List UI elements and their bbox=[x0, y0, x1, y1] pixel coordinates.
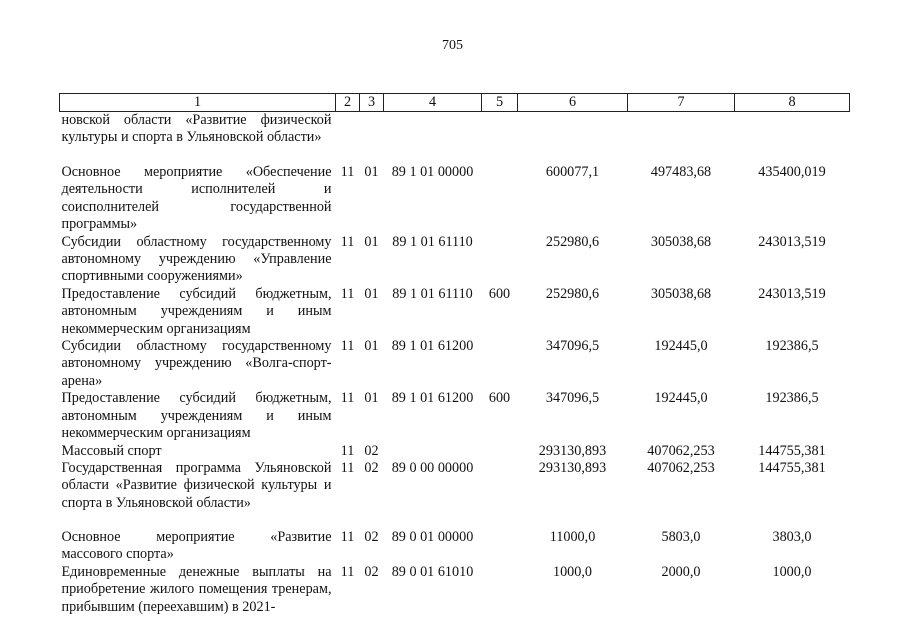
table-header bbox=[60, 94, 850, 112]
amount-col-7: 2000,0 bbox=[661, 563, 701, 580]
target-article-code bbox=[384, 112, 482, 165]
expense-type-code: 600 bbox=[488, 285, 511, 302]
section-code: 11 bbox=[340, 285, 355, 302]
amount-col-8: 243013,519 bbox=[758, 285, 826, 302]
amount-col-7: 305038,68 bbox=[650, 233, 712, 250]
row-description: Субсидии областному государственному автономному учреждению «Управление спортивными сооружениями» bbox=[61, 233, 332, 285]
amount-col-8: 1000,0 bbox=[772, 563, 812, 580]
subsection-code: 02 bbox=[364, 442, 379, 459]
amount-col-7: 192445,0 bbox=[654, 338, 708, 355]
expense-type-code bbox=[482, 234, 518, 286]
subsection-code: 01 bbox=[364, 390, 379, 407]
amount-col-6: 347096,5 bbox=[545, 338, 600, 355]
row-description: Единовременные денежные выплаты на приобретение жилого помещения тренерам, прибывшим (переехавшим) в 2021- bbox=[61, 563, 332, 615]
expense-type-code bbox=[482, 529, 518, 564]
expense-type-code bbox=[482, 443, 518, 460]
expense-type-code bbox=[482, 338, 518, 390]
subsection-code: 01 bbox=[364, 338, 379, 355]
table-row bbox=[60, 564, 850, 616]
target-article-code: 89 1 01 00000 bbox=[391, 164, 474, 180]
amount-col-8: 192386,5 bbox=[765, 390, 819, 407]
amount-col-7: 192445,0 bbox=[654, 390, 708, 407]
table-row bbox=[60, 164, 850, 234]
row-description: новской области «Развитие физической культуры и спорта в Ульяновской области» bbox=[61, 112, 332, 146]
header-col-5: 5 bbox=[482, 94, 518, 112]
section-code: 11 bbox=[340, 233, 355, 250]
amount-col-6: 293130,893 bbox=[538, 442, 607, 459]
budget-table bbox=[59, 93, 850, 616]
header-col-3: 3 bbox=[360, 94, 384, 112]
table-row bbox=[60, 443, 850, 460]
target-article-code: 89 1 01 61200 bbox=[391, 338, 474, 355]
amount-col-8: 192386,5 bbox=[765, 338, 819, 355]
section-code: 11 bbox=[340, 528, 355, 545]
amount-col-6: 347096,5 bbox=[545, 390, 600, 407]
amount-col-8: 3803,0 bbox=[772, 528, 812, 545]
row-description: Предоставление субсидий бюджетным, автономным учреждениям и иным некоммерческим организациям bbox=[61, 390, 332, 442]
row-description: Субсидии областному государственному автономному учреждению «Волга-спорт-арена» bbox=[61, 338, 332, 389]
amount-col-6 bbox=[518, 112, 628, 165]
amount-col-8: 144755,381 bbox=[758, 442, 826, 459]
header-col-1: 1 bbox=[60, 94, 336, 112]
table-row bbox=[60, 460, 850, 529]
subsection-code: 02 bbox=[364, 459, 379, 476]
target-article-code bbox=[384, 443, 482, 460]
amount-col-6: 293130,893 bbox=[538, 459, 607, 476]
row-description: Основное мероприятие «Развитие массового спорта» bbox=[61, 528, 332, 563]
subsection-code: 01 bbox=[364, 285, 379, 302]
amount-col-7: 5803,0 bbox=[661, 528, 701, 545]
table-row bbox=[60, 529, 850, 564]
target-article-code: 89 0 01 00000 bbox=[391, 528, 474, 545]
target-article-code: 89 1 01 61110 bbox=[392, 285, 473, 302]
page-number: 705 bbox=[442, 38, 463, 53]
amount-col-6: 11000,0 bbox=[549, 528, 596, 545]
target-article-code: 89 0 01 61010 bbox=[391, 563, 474, 580]
expense-type-code bbox=[482, 164, 518, 234]
header-col-6: 6 bbox=[518, 94, 628, 112]
header-col-4: 4 bbox=[384, 94, 482, 112]
target-article-code: 89 1 01 61200 bbox=[391, 390, 474, 407]
amount-col-7 bbox=[628, 112, 735, 165]
amount-col-8 bbox=[735, 112, 850, 165]
subsection-code: 02 bbox=[364, 528, 379, 545]
row-description: Государственная программа Ульяновской области «Развитие физической культуры и спорта в Ульяновской области» bbox=[61, 459, 332, 511]
section-code bbox=[336, 112, 360, 165]
amount-col-6: 252980,6 bbox=[545, 233, 600, 250]
expense-type-code bbox=[482, 460, 518, 529]
header-col-2: 2 bbox=[336, 94, 360, 112]
expense-type-code: 600 bbox=[488, 390, 511, 407]
amount-col-7: 407062,253 bbox=[647, 442, 715, 459]
amount-col-7: 305038,68 bbox=[650, 285, 712, 302]
row-description: Массовый спорт bbox=[61, 442, 162, 459]
expense-type-code bbox=[482, 112, 518, 165]
subsection-code: 01 bbox=[364, 233, 379, 250]
header-col-7: 7 bbox=[628, 94, 735, 112]
table-row bbox=[60, 286, 850, 338]
row-description: Предоставление субсидий бюджетным, автономным учреждениям и иным некоммерческим организациям bbox=[61, 285, 332, 337]
subsection-code: 02 bbox=[364, 563, 379, 580]
amount-col-8: 144755,381 bbox=[758, 459, 826, 476]
amount-col-7: 407062,253 bbox=[647, 459, 715, 476]
row-description: Основное мероприятие «Обеспечение деятельности исполнителей и соисполнителей государственной программы» bbox=[61, 164, 332, 233]
amount-col-7: 497483,68 bbox=[650, 164, 712, 180]
table-row bbox=[60, 112, 850, 165]
section-code: 11 bbox=[340, 338, 355, 355]
table-row bbox=[60, 234, 850, 286]
amount-col-8: 435400,019 bbox=[758, 164, 826, 180]
expense-type-code bbox=[482, 564, 518, 616]
table-row bbox=[60, 390, 850, 442]
target-article-code: 89 0 00 00000 bbox=[391, 459, 474, 476]
amount-col-6: 600077,1 bbox=[545, 164, 600, 180]
amount-col-6: 1000,0 bbox=[552, 563, 592, 580]
header-col-8: 8 bbox=[735, 94, 850, 112]
section-code: 11 bbox=[340, 390, 355, 407]
section-code: 11 bbox=[340, 563, 355, 580]
section-code: 11 bbox=[340, 459, 355, 476]
subsection-code bbox=[360, 112, 384, 165]
target-article-code: 89 1 01 61110 bbox=[392, 233, 473, 250]
section-code: 11 bbox=[340, 164, 355, 180]
amount-col-6: 252980,6 bbox=[545, 285, 600, 302]
table-row bbox=[60, 338, 850, 390]
section-code: 11 bbox=[340, 442, 355, 459]
amount-col-8: 243013,519 bbox=[758, 233, 826, 250]
subsection-code: 01 bbox=[364, 164, 379, 180]
